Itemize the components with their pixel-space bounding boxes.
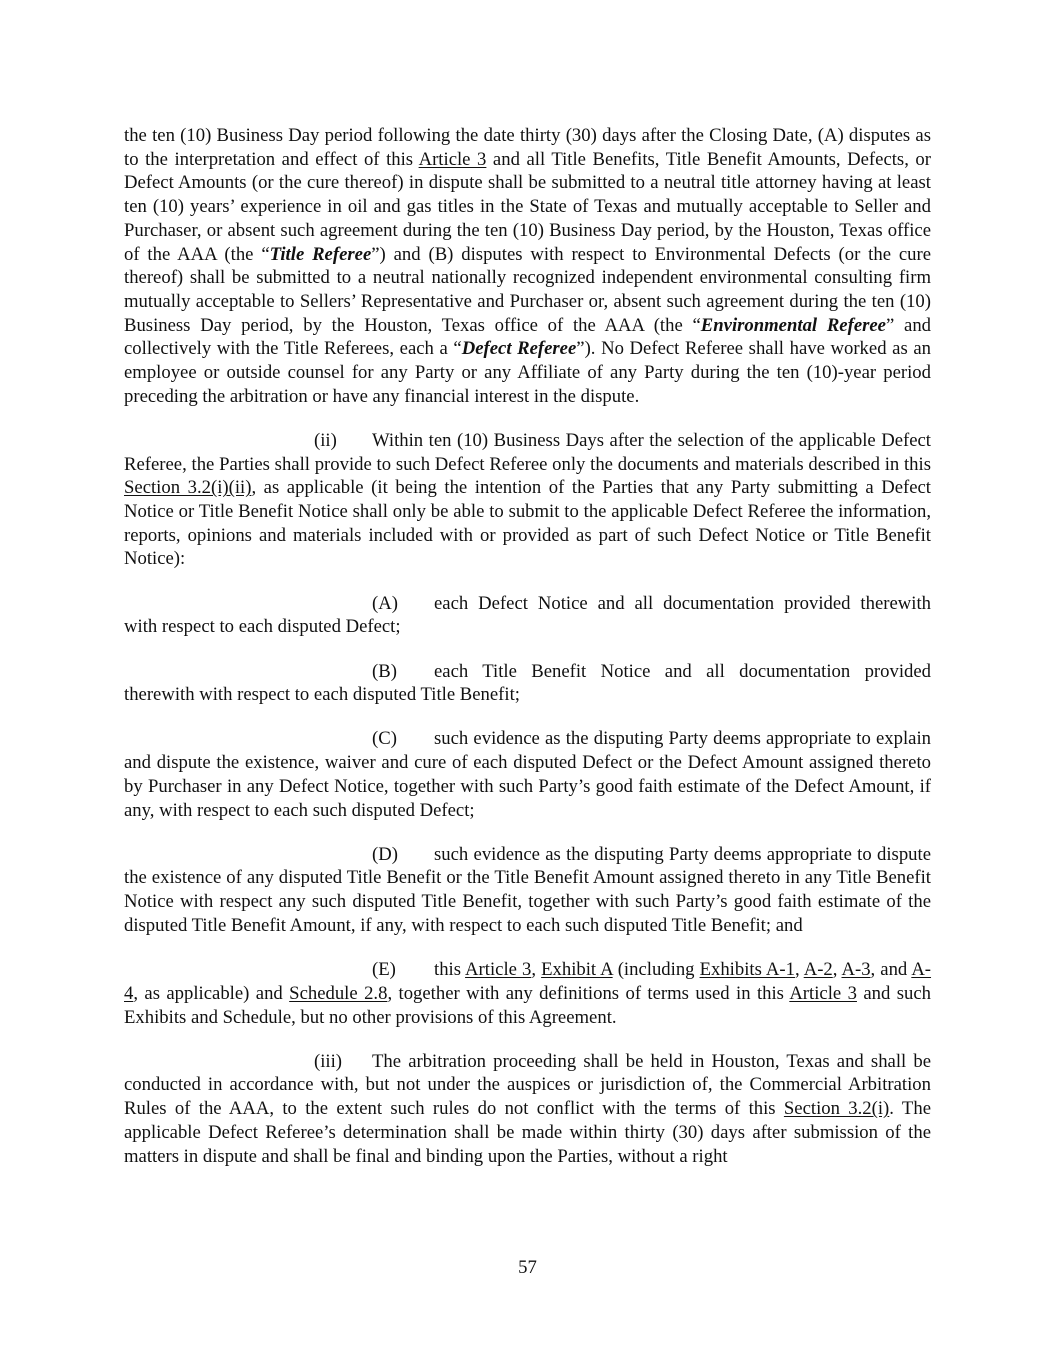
text-run: , and bbox=[870, 959, 912, 981]
text-run: each Defect Notice and all documentation provided therewith with respect to each disputed Defect; bbox=[124, 592, 931, 638]
text-run: such evidence as the disputing Party deems appropriate to dispute the existence of any disputed Title Benefit or the Title Benefit Amount assigned thereto in any Title Benefit Notice with respect any such disputed Title Benefit, together with such Party’s good faith estimate of the disputed Title Benefit Amount, if any, with respect to each such disputed Title Benefit; and bbox=[124, 843, 931, 936]
paragraph-a bbox=[124, 592, 931, 639]
text-run: ” and collectively with the Title Referees, each a “ bbox=[124, 314, 932, 360]
article-3-reference: Article 3 bbox=[789, 982, 857, 1004]
clause-number: (D) bbox=[372, 843, 398, 865]
exhibit-a-reference: Exhibit A bbox=[541, 959, 613, 981]
text-run: Within ten (10) Business Days after the selection of the applicable Defect Referee, the Parties shall provide to such Defect Referee only the documents and materials described in this bbox=[124, 429, 931, 475]
clause-number: (E) bbox=[372, 959, 396, 981]
paragraph-iii bbox=[124, 1050, 931, 1169]
exhibit-a-3-reference: A-3 bbox=[841, 959, 871, 981]
text-run: (including bbox=[612, 959, 700, 981]
text-run: , bbox=[794, 959, 804, 981]
text-run: and such Exhibits and Schedule, but no other provisions of this Agreement. bbox=[124, 982, 931, 1028]
text-run: The arbitration proceeding shall be held in Houston, Texas and shall be conducted in accordance with, but not under the auspices or jurisdiction of, the Commercial Arbitration Rules of the AAA, to the extent such rules do not conflict with the terms of this bbox=[124, 1050, 931, 1120]
defined-term-environmental-referee: Environmental Referee bbox=[700, 314, 886, 336]
paragraph-e bbox=[124, 958, 931, 1029]
document-body bbox=[124, 124, 931, 1189]
text-run: . The applicable Defect Referee’s determination shall be made within thirty (30) days after submission of the matters in dispute and shall be final and binding upon the Parties, without a right bbox=[124, 1098, 931, 1167]
defined-term-title-referee: Title Referee bbox=[269, 243, 372, 265]
text-run: the ten (10) Business Day period following the date thirty (30) days after the Closing Date, (A) disputes as to the interpretation and effect of this bbox=[124, 125, 931, 170]
text-run: this bbox=[434, 959, 466, 981]
paragraph-ii bbox=[124, 429, 931, 571]
clause-number: (ii) bbox=[314, 429, 337, 451]
exhibit-a-4-reference: A-4 bbox=[124, 959, 932, 1004]
paragraph-referee-selection bbox=[124, 124, 931, 408]
exhibits-a-1-reference: Exhibits A-1 bbox=[699, 959, 795, 981]
paragraph-c bbox=[124, 727, 931, 822]
page-number: 57 bbox=[518, 1257, 537, 1278]
paragraph-b bbox=[124, 660, 931, 707]
text-run: , bbox=[531, 959, 542, 981]
paragraph-d bbox=[124, 843, 931, 938]
section-3-2-i-ii-reference: Section 3.2(i)(ii) bbox=[124, 477, 252, 499]
defined-term-defect-referee: Defect Referee bbox=[461, 338, 577, 360]
text-run: and all Title Benefits, Title Benefit Amounts, Defects, or Defect Amounts (or the cure thereof) in dispute shall be submitted to a neutral title attorney having at least ten (10) years’ experience in oil and gas titles in the State of Texas and mutually acceptable to Seller and Purchaser, or absent such agreement during the ten (10) Business Day period, by the Houston, Texas office of the AAA (the “ bbox=[124, 148, 931, 265]
clause-number: (B) bbox=[372, 660, 397, 682]
text-run: ”) and (B) disputes with respect to Environmental Defects (or the cure thereof) shall be submitted to a neutral nationally recognized independent environmental consulting firm mutually acceptable to Sellers’ Representative and Purchaser or, absent such agreement during the ten (10) Business Day period, by the Houston, Texas office of the AAA (the “ bbox=[124, 243, 932, 336]
clause-number: (C) bbox=[372, 728, 397, 750]
schedule-2-8-reference: Schedule 2.8 bbox=[289, 982, 388, 1004]
text-run: each Title Benefit Notice and all documentation provided therewith with respect to each disputed Title Benefit; bbox=[124, 660, 931, 706]
article-3-reference: Article 3 bbox=[465, 959, 532, 981]
exhibit-a-2-reference: A-2 bbox=[803, 959, 833, 981]
text-run: , as applicable) and bbox=[133, 982, 290, 1004]
text-run: ”). No Defect Referee shall have worked as an employee or outside counsel for any Party or any Affiliate of any Party during the ten (10)-year period preceding the arbitration or have any financial interest in the dispute. bbox=[124, 338, 931, 407]
section-3-2-i-reference: Section 3.2(i) bbox=[783, 1098, 890, 1120]
text-run: , together with any definitions of terms used in this bbox=[387, 982, 790, 1004]
clause-number: (iii) bbox=[314, 1050, 343, 1072]
article-3-reference: Article 3 bbox=[418, 148, 487, 170]
text-run: , as applicable (it being the intention of the Parties that any Party submitting a Defect Notice or Title Benefit Notice shall only be able to submit to the applicable Defect Referee the information, reports, opinions and materials included with or provided as part of such Defect Notice or Title Benefit Notice): bbox=[124, 477, 931, 570]
text-run: such evidence as the disputing Party deems appropriate to explain and dispute the existence, waiver and cure of each disputed Defect or the Defect Amount assigned thereto by Purchaser in any Defect Notice, together with such Party’s good faith estimate of the Defect Amount, if any, with respect to each such disputed Defect; bbox=[124, 728, 931, 821]
clause-number: (A) bbox=[372, 592, 398, 614]
text-run: , bbox=[832, 959, 842, 981]
